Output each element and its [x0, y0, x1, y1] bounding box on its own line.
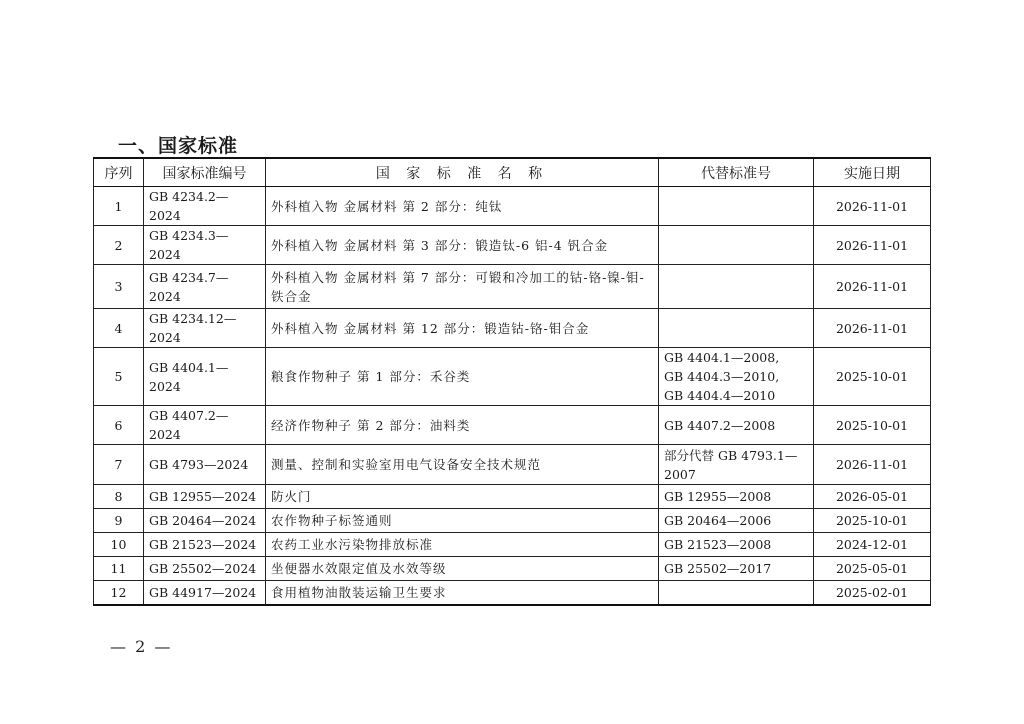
table-row — [94, 348, 931, 406]
cell-index: 6 — [94, 406, 144, 445]
cell-date: 2026-11-01 — [814, 309, 931, 348]
replaces-line: GB 4404.4—2010 — [664, 388, 776, 403]
cell-date: 2024-12-01 — [814, 533, 931, 557]
replaces-line: GB 20464—2006 — [664, 513, 772, 528]
cell-replaces — [659, 485, 814, 509]
cell-name: 食用植物油散装运输卫生要求 — [266, 581, 659, 605]
table-row — [94, 509, 931, 533]
cell-code: GB 44917—2024 — [144, 581, 266, 605]
cell-name: 农作物种子标签通则 — [266, 509, 659, 533]
cell-code: GB 4407.2—2024 — [144, 406, 266, 445]
cell-index: 7 — [94, 445, 144, 485]
cell-code: GB 21523—2024 — [144, 533, 266, 557]
cell-name: 粮食作物种子 第 1 部分：禾谷类 — [266, 348, 659, 406]
replaces-line: 部分代替 GB 4793.1— — [664, 447, 798, 463]
cell-replaces — [659, 581, 814, 605]
cell-code: GB 4404.1—2024 — [144, 348, 266, 406]
table-row — [94, 445, 931, 485]
cell-date: 2026-05-01 — [814, 485, 931, 509]
replaces-line: GB 4407.2—2008 — [664, 417, 776, 433]
cell-replaces — [659, 509, 814, 533]
table-row — [94, 226, 931, 265]
replaces-line: GB 25502—2017 — [664, 561, 772, 576]
replaces-line: GB 21523—2008 — [664, 537, 772, 552]
header-name: 国 家 标 准 名 称 — [266, 158, 659, 187]
cell-code: GB 12955—2024 — [144, 485, 266, 509]
cell-name: 测量、控制和实验室用电气设备安全技术规范 — [266, 445, 659, 485]
cell-replaces — [659, 533, 814, 557]
replaces-line: GB 4404.1—2008, — [664, 350, 780, 365]
replaces-line: GB 12955—2008 — [664, 489, 772, 504]
cell-index: 2 — [94, 226, 144, 265]
header-index: 序列 — [94, 158, 144, 187]
cell-name: 外科植入物 金属材料 第 2 部分：纯钛 — [266, 187, 659, 226]
table-row — [94, 187, 931, 226]
cell-index: 5 — [94, 348, 144, 406]
cell-replaces — [659, 187, 814, 226]
cell-index: 1 — [94, 187, 144, 226]
cell-name: 外科植入物 金属材料 第 7 部分：可锻和冷加工的钴-铬-镍-钼-铁合金 — [266, 265, 659, 309]
cell-date: 2025-10-01 — [814, 406, 931, 445]
cell-name: 农药工业水污染物排放标准 — [266, 533, 659, 557]
cell-code: GB 4234.2—2024 — [144, 187, 266, 226]
table-row — [94, 533, 931, 557]
cell-replaces — [659, 557, 814, 581]
cell-index: 12 — [94, 581, 144, 605]
standards-table — [93, 157, 931, 606]
table-row — [94, 309, 931, 348]
cell-index: 3 — [94, 265, 144, 309]
cell-index: 9 — [94, 509, 144, 533]
cell-date: 2026-11-01 — [814, 265, 931, 309]
cell-replaces — [659, 226, 814, 265]
header-date: 实施日期 — [814, 158, 931, 187]
page-number: — 2 — — [110, 637, 173, 656]
cell-name: 外科植入物 金属材料 第 12 部分：锻造钴-铬-钼合金 — [266, 309, 659, 348]
cell-code: GB 20464—2024 — [144, 509, 266, 533]
cell-code: GB 4793—2024 — [144, 445, 266, 485]
cell-code: GB 4234.3—2024 — [144, 226, 266, 265]
cell-name: 坐便器水效限定值及水效等级 — [266, 557, 659, 581]
cell-date: 2025-05-01 — [814, 557, 931, 581]
cell-replaces — [659, 348, 814, 406]
cell-replaces — [659, 445, 814, 485]
header-code: 国家标准编号 — [144, 158, 266, 187]
cell-index: 11 — [94, 557, 144, 581]
cell-replaces — [659, 406, 814, 445]
cell-code: GB 4234.7—2024 — [144, 265, 266, 309]
cell-date: 2025-10-01 — [814, 509, 931, 533]
cell-replaces — [659, 309, 814, 348]
cell-code: GB 25502—2024 — [144, 557, 266, 581]
cell-index: 10 — [94, 533, 144, 557]
replaces-line: 2007 — [664, 466, 696, 482]
cell-date: 2026-11-01 — [814, 226, 931, 265]
cell-name: 外科植入物 金属材料 第 3 部分：锻造钛-6 铝-4 钒合金 — [266, 226, 659, 265]
cell-name: 经济作物种子 第 2 部分：油料类 — [266, 406, 659, 445]
replaces-line: GB 4404.3—2010, — [664, 369, 780, 384]
cell-date: 2026-11-01 — [814, 187, 931, 226]
table-row — [94, 265, 931, 309]
table-header-row — [94, 158, 931, 187]
table-row — [94, 485, 931, 509]
cell-index: 8 — [94, 485, 144, 509]
cell-date: 2026-11-01 — [814, 445, 931, 485]
table-row — [94, 406, 931, 445]
cell-index: 4 — [94, 309, 144, 348]
table-row — [94, 581, 931, 605]
cell-code: GB 4234.12—2024 — [144, 309, 266, 348]
cell-date: 2025-02-01 — [814, 581, 931, 605]
table-row — [94, 557, 931, 581]
cell-name: 防火门 — [266, 485, 659, 509]
section-title: 一、国家标准 — [118, 135, 239, 157]
cell-date: 2025-10-01 — [814, 348, 931, 406]
header-replaces: 代替标准号 — [659, 158, 814, 187]
cell-replaces — [659, 265, 814, 309]
